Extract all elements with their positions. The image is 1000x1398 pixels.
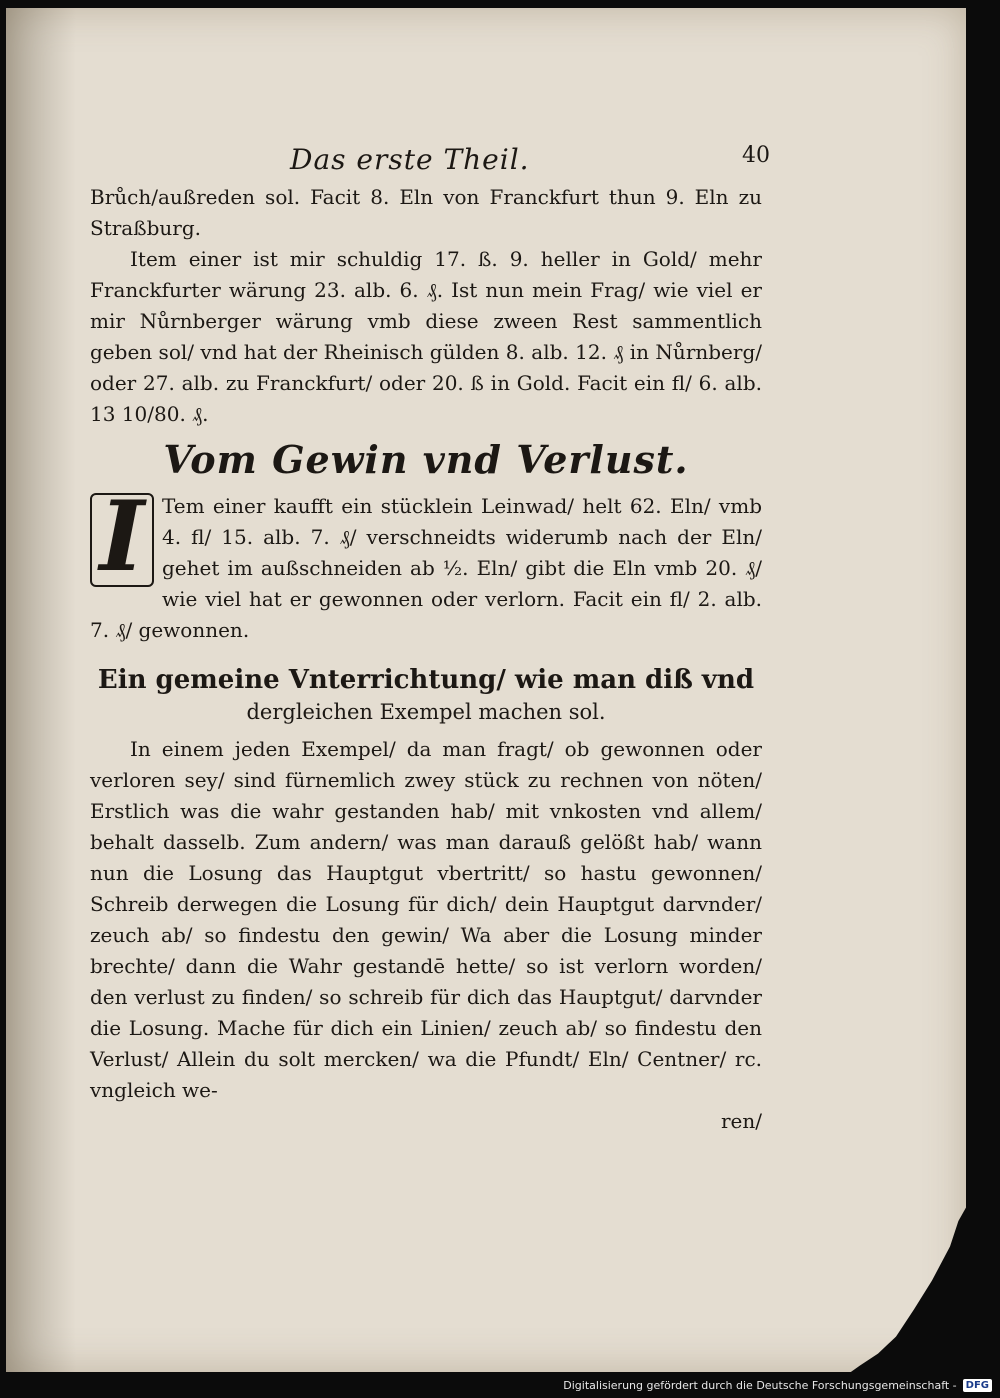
book-page (6, 8, 966, 1372)
subheading-line-1: Ein gemeine Vnterrichtung/ wie man diß vnd (97, 665, 755, 695)
dropcap-text: Tem einer kaufft ein stücklein Leinwad/ helt 62. Eln/ vmb 4. fl/ 15. alb. 7. ₰/ verschneidts widerumb nach der Eln/ gehet im außschneiden ab ½. Eln/ gibt die Eln vmb 20. ₰/ wie viel hat er gewonnen oder verlorn. Facit ein fl/ 2. alb. 7. ₰/ gewonnen. (90, 494, 762, 642)
section-heading: Vom Gewin vnd Verlust. (163, 437, 689, 482)
running-head (90, 138, 770, 182)
subheading-line-2: dergleichen Exempel machen sol. (246, 700, 606, 724)
paragraph-continuation: Brůch/außreden sol. Facit 8. Eln von Franckfurt thun 9. Eln zu Straßburg. (90, 185, 762, 240)
text-block (90, 138, 770, 1137)
footer-text: Digitalisierung gefördert durch die Deutsche Forschungsgemeinschaft - (563, 1378, 957, 1392)
page-number: 40 (742, 143, 770, 168)
subheading (90, 664, 762, 728)
dropcap-initial: I (90, 493, 154, 587)
torn-corner (848, 1204, 968, 1374)
dfg-logo: DFG (963, 1379, 992, 1392)
body-paragraph: In einem jeden Exempel/ da man fragt/ ob gewonnen oder verloren sey/ sind fürnemlich zwey stück zu rechnen von nöten/ Erstlich was die wahr gestanden hab/ mit vnkosten vnd allem/ behalt dasselb. Zum andern/ was man darauß gelößt hab/ wann nun die Losung das Hauptgut vbertritt/ so hastu gewonnen/ Schreib derwegen die Losung für dich/ dein Hauptgut darvnder/ zeuch ab/ so findestu den gewin/ Wa aber die Losung minder brechte/ dann die Wahr gestandē hette/ so ist verlorn worden/ den verlust zu finden/ so schreib für dich das Hauptgut/ darvnder die Losung. Mache für dich ein Linien/ zeuch ab/ so findestu den Verlust/ Allein du solt mercken/ wa die Pfundt/ Eln/ Centner/ rc. vngleich we- (90, 737, 762, 1102)
paragraph-item: Item einer ist mir schuldig 17. ß. 9. heller in Gold/ mehr Franckfurter wärung 23. alb. 6. ₰. Ist nun mein Frag/ wie viel er mir Nůrnberger wärung vmb diese zween Rest sammentlich geben sol/ vnd hat der Rheinisch gülden 8. alb. 12. ₰ in Nůrnberg/ oder 27. alb. zu Franckfurt/ oder 20. ß in Gold. Facit ein fl/ 6. alb. 13 10/80. ₰. (90, 247, 762, 426)
running-head-title: Das erste Theil. (290, 143, 530, 176)
dropcap-paragraph (90, 480, 762, 646)
page-gutter-shadow (6, 8, 76, 1372)
catchword: ren/ (720, 1109, 762, 1133)
digitization-footer (563, 1376, 992, 1394)
